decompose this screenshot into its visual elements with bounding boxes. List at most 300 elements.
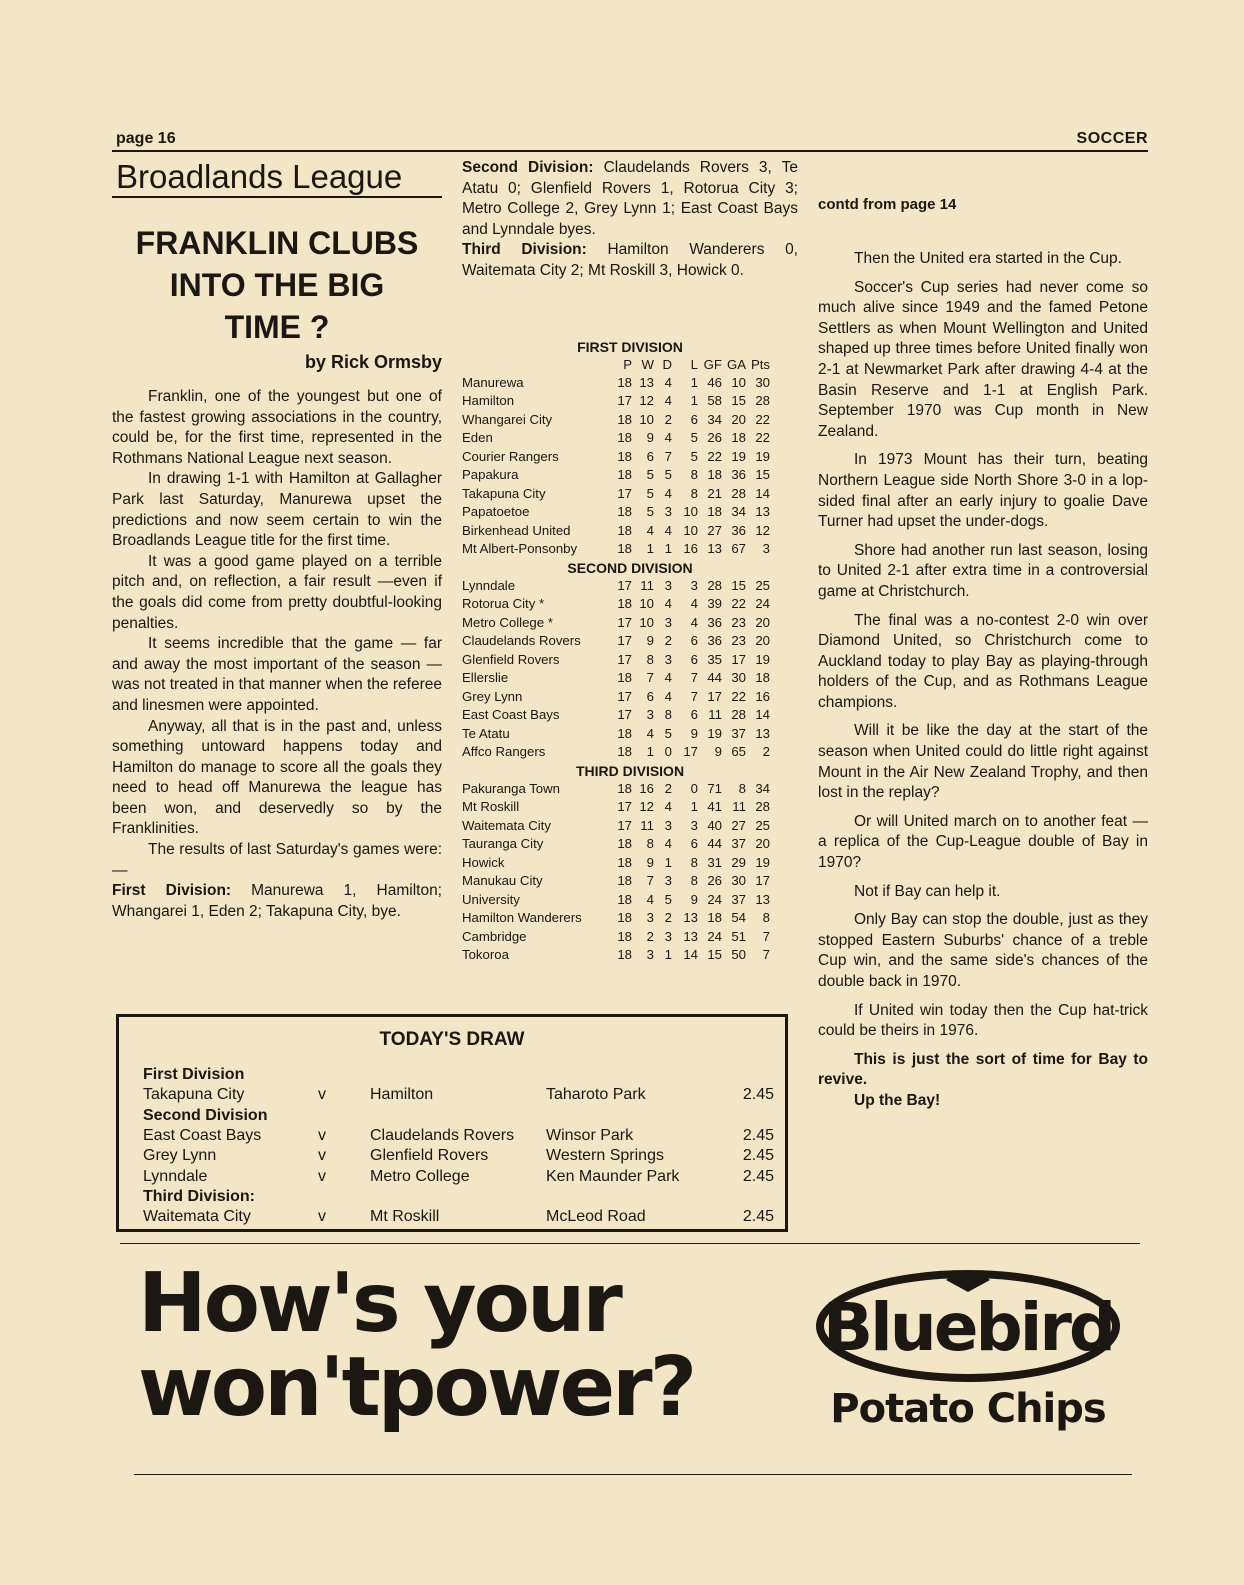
stat-ga: 37	[731, 836, 746, 852]
stat-p: 17	[617, 577, 632, 593]
stat-ga: 20	[731, 411, 746, 427]
result-text: Hamilton Wanderers 0, Waitemata City 2; Mt Roskill 3, Howick 0.	[462, 241, 798, 279]
table-row	[462, 688, 798, 707]
stat-p: 18	[617, 780, 632, 796]
stat-p: 18	[617, 596, 632, 612]
stat-p: 17	[617, 614, 632, 630]
brand-logo-graphic	[798, 1262, 1138, 1386]
fixture-vs: v	[318, 1208, 326, 1225]
ad-divider	[120, 1243, 1140, 1244]
table-row	[462, 522, 798, 541]
stat-gf: 71	[707, 780, 722, 796]
stat-d: 4	[664, 670, 672, 686]
fixture-away: Hamilton	[370, 1086, 434, 1103]
stat-gf: 36	[707, 633, 722, 649]
stat-d: 3	[664, 928, 672, 944]
stat-p: 18	[617, 430, 632, 446]
fixture-away: Glenfield Rovers	[370, 1147, 489, 1164]
stat-p: 17	[617, 688, 632, 704]
article-kicker: Broadlands League	[116, 158, 403, 195]
stat-pts: 20	[755, 633, 770, 649]
team-name: Affco Rangers	[462, 744, 546, 760]
stat-w: 5	[646, 485, 654, 501]
stat-pts: 24	[755, 596, 770, 612]
fixture-home: East Coast Bays	[143, 1126, 262, 1144]
stat-pts: 20	[755, 614, 770, 630]
fixture-away: Claudelands Rovers	[370, 1126, 515, 1144]
table-row	[462, 891, 798, 910]
fixture-home: Grey Lynn	[143, 1147, 217, 1164]
draw-division-heading: Second Division	[143, 1106, 268, 1124]
table-row	[462, 485, 798, 504]
draw-division-heading: Third Division:	[143, 1188, 255, 1205]
stat-l: 8	[690, 873, 698, 889]
stat-pts: 13	[755, 725, 770, 741]
stat-p: 17	[617, 633, 632, 649]
stat-d: 2	[664, 910, 672, 926]
stat-pts: 14	[755, 485, 770, 501]
stat-ga: 8	[738, 780, 746, 796]
stat-gf: 11	[708, 707, 722, 723]
stat-d: 4	[664, 596, 672, 612]
fixture-away: Mt Roskill	[370, 1208, 440, 1225]
header-rule	[112, 150, 1148, 152]
team-name: Takapuna City	[462, 485, 546, 501]
continued-paragraph: The final was a no-contest 2-0 win over Diamond United, so Christchurch come to Auckland today to play Bay as playing-through holders of the Cup, and as Rothmans League champions.	[818, 611, 1148, 711]
stat-gf: 34	[707, 411, 722, 427]
stat-ga: 22	[731, 596, 746, 612]
result-label: Second Division:	[462, 159, 594, 176]
stat-d: 4	[664, 430, 672, 446]
team-name: East Coast Bays	[462, 707, 560, 723]
stat-d: 0	[664, 744, 672, 760]
table-row	[462, 909, 798, 928]
stat-ga: 30	[731, 873, 746, 889]
stat-ga: 36	[731, 522, 746, 538]
closing-line: Up the Bay!	[854, 1091, 941, 1109]
stat-d: 1	[664, 947, 672, 963]
stat-p: 18	[617, 928, 632, 944]
fixture-time: 2.45	[742, 1208, 774, 1225]
team-name: Courier Rangers	[462, 448, 559, 464]
stat-ga: 37	[731, 725, 746, 741]
section-name: SOCCER	[1076, 130, 1148, 147]
table-row	[462, 854, 798, 873]
stat-pts: 8	[762, 910, 770, 926]
stat-d: 2	[664, 780, 672, 796]
team-name: Eden	[462, 430, 493, 446]
stat-ga: 27	[731, 817, 746, 833]
stat-w: 12	[639, 799, 654, 815]
stat-d: 3	[664, 651, 672, 667]
result-text: Manurewa 1, Hamilton; Whangarei 1, Eden 2; Takapuna City, bye.	[112, 882, 442, 920]
stat-p: 18	[617, 725, 632, 741]
stat-gf: 58	[707, 393, 722, 409]
stat-ga: 19	[731, 448, 746, 464]
fixture-ground: Winsor Park	[546, 1126, 634, 1144]
table-row	[462, 798, 798, 817]
stat-l: 7	[690, 688, 698, 704]
stat-gf: 31	[707, 854, 722, 870]
stat-gf: 44	[707, 836, 722, 852]
stat-gf: 22	[707, 448, 722, 464]
team-name: Rotorua City *	[462, 596, 545, 612]
stat-p: 17	[617, 817, 632, 833]
stat-pts: 19	[755, 854, 770, 870]
stat-p: 17	[617, 393, 632, 409]
stat-ga: 22	[731, 688, 746, 704]
fixture-vs: v	[318, 1167, 326, 1185]
stat-l: 8	[690, 485, 698, 501]
stat-l: 10	[683, 522, 698, 538]
table-row	[462, 835, 798, 854]
team-name: Tauranga City	[462, 836, 544, 852]
stat-w: 9	[646, 854, 654, 870]
stat-w: 3	[646, 947, 654, 963]
table-row	[462, 651, 798, 670]
fixture-home: Waitemata City	[143, 1208, 251, 1225]
slogan-line: How's your	[138, 1256, 620, 1351]
stat-l: 7	[690, 670, 698, 686]
stat-l: 5	[690, 448, 698, 464]
ad-slogan	[138, 1256, 778, 1435]
todays-draw-box	[116, 1014, 788, 1232]
team-name: Papatoetoe	[462, 504, 530, 520]
stat-gf: 24	[707, 891, 722, 907]
table-row	[462, 706, 798, 725]
table-row	[462, 632, 798, 651]
team-name: Pakuranga Town	[462, 780, 560, 796]
table-row	[462, 429, 798, 448]
article-column	[112, 158, 442, 922]
fixture-ground: Western Springs	[546, 1147, 664, 1164]
team-name: Papakura	[462, 467, 519, 483]
stat-w: 6	[646, 688, 654, 704]
stat-ga: 15	[731, 393, 746, 409]
stat-p: 17	[617, 651, 632, 667]
team-name: Birkenhead United	[462, 522, 571, 538]
division-heading: FIRST DIVISION	[577, 338, 683, 355]
stat-w: 13	[639, 374, 654, 390]
result-second-division	[462, 158, 798, 240]
fixture-vs: v	[318, 1126, 326, 1144]
stat-d: 4	[664, 836, 672, 852]
stat-ga: 30	[731, 670, 746, 686]
stat-pts: 16	[755, 688, 770, 704]
fixture-row	[119, 1126, 785, 1147]
fixture-away: Metro College	[370, 1167, 470, 1185]
stat-w: 12	[639, 393, 654, 409]
stat-gf: 40	[707, 817, 722, 833]
result-first-division	[112, 881, 442, 922]
table-row	[462, 946, 798, 965]
table-row	[462, 392, 798, 411]
stat-pts: 13	[755, 891, 770, 907]
closing-line: This is just the sort of time for Bay to revive.	[818, 1050, 1148, 1089]
stat-w: 8	[646, 651, 654, 667]
stat-l: 3	[690, 817, 698, 833]
table-row	[462, 725, 798, 744]
brand-name: Bluebird	[822, 1289, 1114, 1366]
stat-ga: 65	[731, 744, 746, 760]
article-paragraph: Franklin, one of the youngest but one of the fastest growing associations in the country, could be, for the first time, represented in the Rothmans National League next season.	[112, 388, 442, 467]
stat-gf: 36	[707, 614, 722, 630]
stat-d: 5	[664, 891, 672, 907]
stat-p: 17	[617, 485, 632, 501]
table-row	[462, 669, 798, 688]
team-name: Waitemata City	[462, 817, 551, 833]
stat-l: 4	[690, 596, 698, 612]
stat-p: 18	[617, 670, 632, 686]
team-name: Mt Roskill	[462, 799, 520, 815]
stat-pts: 17	[755, 873, 770, 889]
draw-division-heading: First Division	[143, 1066, 245, 1083]
stat-pts: 7	[762, 947, 770, 963]
team-name: Cambridge	[462, 928, 527, 944]
fixture-row	[119, 1167, 785, 1188]
table-row	[462, 411, 798, 430]
stat-l: 6	[690, 836, 698, 852]
stat-w: 3	[646, 707, 654, 723]
article-paragraph: It was a good game played on a terrible pitch and, on reflection, a fair result —even if the goals did come from pretty doubtful-looking penalties.	[112, 552, 442, 632]
stat-w: 8	[646, 836, 654, 852]
fixture-row	[119, 1085, 785, 1106]
stat-ga: 23	[731, 614, 746, 630]
continued-paragraph: Soccer's Cup series had never come so much alive since 1949 and the famed Petone Settlers as when Mount Wellington and United shaped up three times before United finally won 2-1 at Newmarket Park after drawing 4-4 at the Basin Reserve and 1-1 at English Park. September 1970 was Cup month in New Zealand.	[818, 278, 1148, 440]
stat-pts: 15	[755, 467, 770, 483]
table-row	[462, 817, 798, 836]
stat-gf: 35	[707, 651, 722, 667]
stat-w: 9	[646, 430, 654, 446]
stat-l: 4	[690, 614, 698, 630]
stat-d: 3	[664, 504, 672, 520]
article-paragraph: The results of last Saturday's games were:—	[112, 841, 442, 879]
stat-ga: 34	[731, 504, 746, 520]
stat-d: 2	[664, 633, 672, 649]
stat-l: 13	[683, 928, 698, 944]
stat-p: 18	[617, 947, 632, 963]
stat-ga: 28	[731, 485, 746, 501]
bluebird-logo	[798, 1262, 1138, 1442]
table-row	[462, 448, 798, 467]
stat-p: 18	[617, 854, 632, 870]
stat-l: 13	[683, 910, 698, 926]
team-name: Metro College *	[462, 614, 553, 630]
stat-pts: 14	[755, 707, 770, 723]
stat-pts: 28	[755, 393, 770, 409]
stat-d: 3	[664, 817, 672, 833]
stat-d: 8	[664, 707, 672, 723]
stat-pts: 22	[755, 430, 770, 446]
slogan-line: won'tpower?	[138, 1340, 695, 1435]
stat-pts: 18	[755, 670, 770, 686]
continued-paragraph: Not if Bay can help it.	[854, 882, 1001, 900]
stat-l: 5	[690, 430, 698, 446]
stat-ga: 15	[731, 577, 746, 593]
stat-gf: 18	[707, 910, 722, 926]
fixture-home: Takapuna City	[143, 1086, 245, 1103]
stat-ga: 28	[731, 707, 746, 723]
stat-l: 17	[683, 744, 698, 760]
stat-gf: 26	[707, 430, 722, 446]
stat-l: 1	[690, 799, 698, 815]
fixture-time: 2.45	[742, 1086, 774, 1103]
stat-w: 6	[646, 448, 654, 464]
column-header: L	[690, 356, 698, 372]
continued-paragraph: Or will United march on to another feat — a replica of the Cup-League double of Bay in 1970?	[818, 812, 1148, 872]
team-name: Lynndale	[462, 577, 516, 593]
table-row	[462, 614, 798, 633]
stat-ga: 54	[731, 910, 746, 926]
stat-l: 9	[690, 725, 698, 741]
stat-d: 3	[664, 873, 672, 889]
stat-ga: 37	[731, 891, 746, 907]
team-name: Te Atatu	[462, 725, 510, 741]
team-name: Howick	[462, 854, 505, 870]
stat-gf: 28	[707, 577, 722, 593]
stat-w: 9	[646, 633, 654, 649]
team-name: Hamilton Wanderers	[462, 910, 582, 926]
team-name: Glenfield Rovers	[462, 651, 560, 667]
article-paragraph: In drawing 1-1 with Hamilton at Gallagher Park last Saturday, Manurewa upset the predictions and now seem certain to win the Broadlands League title for the first time.	[112, 470, 442, 550]
column-header: Pts	[750, 356, 770, 372]
column-header: D	[662, 356, 672, 372]
fixture-time: 2.45	[742, 1147, 774, 1164]
stat-p: 17	[617, 707, 632, 723]
stat-gf: 39	[707, 596, 722, 612]
stat-pts: 28	[755, 799, 770, 815]
stat-p: 18	[617, 873, 632, 889]
team-name: Grey Lynn	[462, 688, 523, 704]
table-row	[462, 577, 798, 596]
stat-w: 4	[646, 522, 654, 538]
stat-l: 1	[690, 393, 698, 409]
continued-column	[818, 158, 1148, 1120]
stat-w: 5	[646, 504, 654, 520]
stat-d: 3	[664, 614, 672, 630]
stat-p: 18	[617, 504, 632, 520]
stat-l: 6	[690, 651, 698, 667]
stat-d: 4	[664, 393, 672, 409]
stat-gf: 19	[707, 725, 722, 741]
fixture-ground: McLeod Road	[546, 1208, 646, 1225]
league-table	[462, 338, 798, 965]
division-heading: THIRD DIVISION	[575, 762, 685, 779]
column-header: P	[623, 356, 632, 372]
stat-pts: 12	[755, 522, 770, 538]
stat-gf: 21	[707, 485, 722, 501]
fixture-ground: Ken Maunder Park	[546, 1167, 680, 1185]
stat-w: 2	[646, 928, 654, 944]
stat-l: 0	[690, 780, 698, 796]
stat-d: 7	[664, 448, 672, 464]
team-name: Tokoroa	[462, 947, 509, 963]
stat-w: 5	[646, 467, 654, 483]
team-name: University	[462, 891, 520, 907]
table-column-headers	[462, 356, 798, 374]
stat-pts: 3	[762, 541, 770, 557]
fixture-home: Lynndale	[143, 1167, 208, 1185]
stat-ga: 51	[731, 928, 746, 944]
draw-title: TODAY'S DRAW	[379, 1029, 525, 1050]
stat-pts: 25	[755, 577, 770, 593]
stat-l: 16	[683, 541, 698, 557]
continued-paragraph: If United win today then the Cup hat-trick could be theirs in 1976.	[818, 1001, 1148, 1040]
stat-w: 3	[646, 910, 654, 926]
stat-p: 18	[617, 891, 632, 907]
stat-gf: 13	[707, 541, 722, 557]
continued-paragraph: In 1973 Mount has their turn, beating Northern League side North Shore 3-0 in a lop-sided final after an early injury to goalie Dave Turner had upset the under-dogs.	[818, 451, 1148, 531]
stat-w: 10	[639, 596, 654, 612]
bottom-rule	[134, 1474, 1132, 1475]
stat-pts: 22	[755, 411, 770, 427]
stat-l: 1	[690, 374, 698, 390]
stat-l: 8	[690, 467, 698, 483]
stat-ga: 50	[731, 947, 746, 963]
stat-ga: 36	[731, 467, 746, 483]
stat-pts: 7	[762, 928, 770, 944]
fixture-ground: Taharoto Park	[546, 1086, 646, 1103]
continued-note: contd from page 14	[818, 196, 957, 213]
stat-pts: 19	[755, 448, 770, 464]
stat-pts: 25	[755, 817, 770, 833]
stat-p: 18	[617, 541, 632, 557]
stat-ga: 67	[731, 541, 746, 557]
stat-w: 16	[639, 780, 654, 796]
stat-w: 7	[646, 670, 654, 686]
stat-ga: 17	[731, 651, 746, 667]
fixture-row	[119, 1146, 785, 1167]
stat-gf: 41	[707, 799, 722, 815]
continued-paragraph: Shore had another run last season, losing to United 2-1 after extra time in a controversial game at Christchurch.	[818, 541, 1148, 600]
stat-p: 18	[617, 411, 632, 427]
article-paragraph: Anyway, all that is in the past and, unless something untoward happens today and Hamilton do manage to score all the goals they need to head off Manurewa the league has been won, and deservedly so by the Franklinities.	[112, 717, 442, 838]
continued-paragraph: Will it be like the day at the start of the season when United could do little right against Mount in the Air New Zealand Trophy, and then lost in the replay?	[818, 722, 1148, 802]
stat-gf: 18	[707, 504, 722, 520]
fixture-row	[119, 1207, 785, 1228]
result-label: Third Division:	[462, 241, 587, 259]
continued-paragraph: Only Bay can stop the double, just as they stopped Eastern Suburbs' chance of a treble Cup win, and the same side's chances of the double back in 1970.	[818, 911, 1148, 990]
stat-p: 17	[617, 799, 632, 815]
result-third-division	[462, 240, 798, 281]
stat-w: 11	[640, 577, 654, 593]
stat-p: 18	[617, 522, 632, 538]
stat-pts: 34	[755, 780, 770, 796]
stat-d: 5	[664, 467, 672, 483]
table-row	[462, 374, 798, 393]
stat-gf: 24	[707, 928, 722, 944]
stat-gf: 17	[707, 688, 722, 704]
stat-gf: 46	[707, 374, 722, 390]
stat-d: 4	[664, 522, 672, 538]
stat-pts: 2	[762, 744, 770, 760]
team-name: Manukau City	[462, 873, 543, 889]
stat-ga: 29	[731, 854, 746, 870]
stat-l: 10	[683, 504, 698, 520]
stat-d: 3	[664, 577, 672, 593]
stat-l: 14	[683, 947, 698, 963]
column-header: GA	[726, 356, 746, 372]
table-row	[462, 540, 798, 559]
team-name: Manurewa	[462, 374, 524, 390]
table-row	[462, 503, 798, 522]
stat-d: 2	[664, 411, 672, 427]
stat-p: 18	[617, 467, 632, 483]
fixture-vs: v	[318, 1086, 326, 1103]
headline-line: TIME ?	[224, 309, 330, 345]
stat-l: 6	[690, 633, 698, 649]
stat-l: 6	[690, 707, 698, 723]
